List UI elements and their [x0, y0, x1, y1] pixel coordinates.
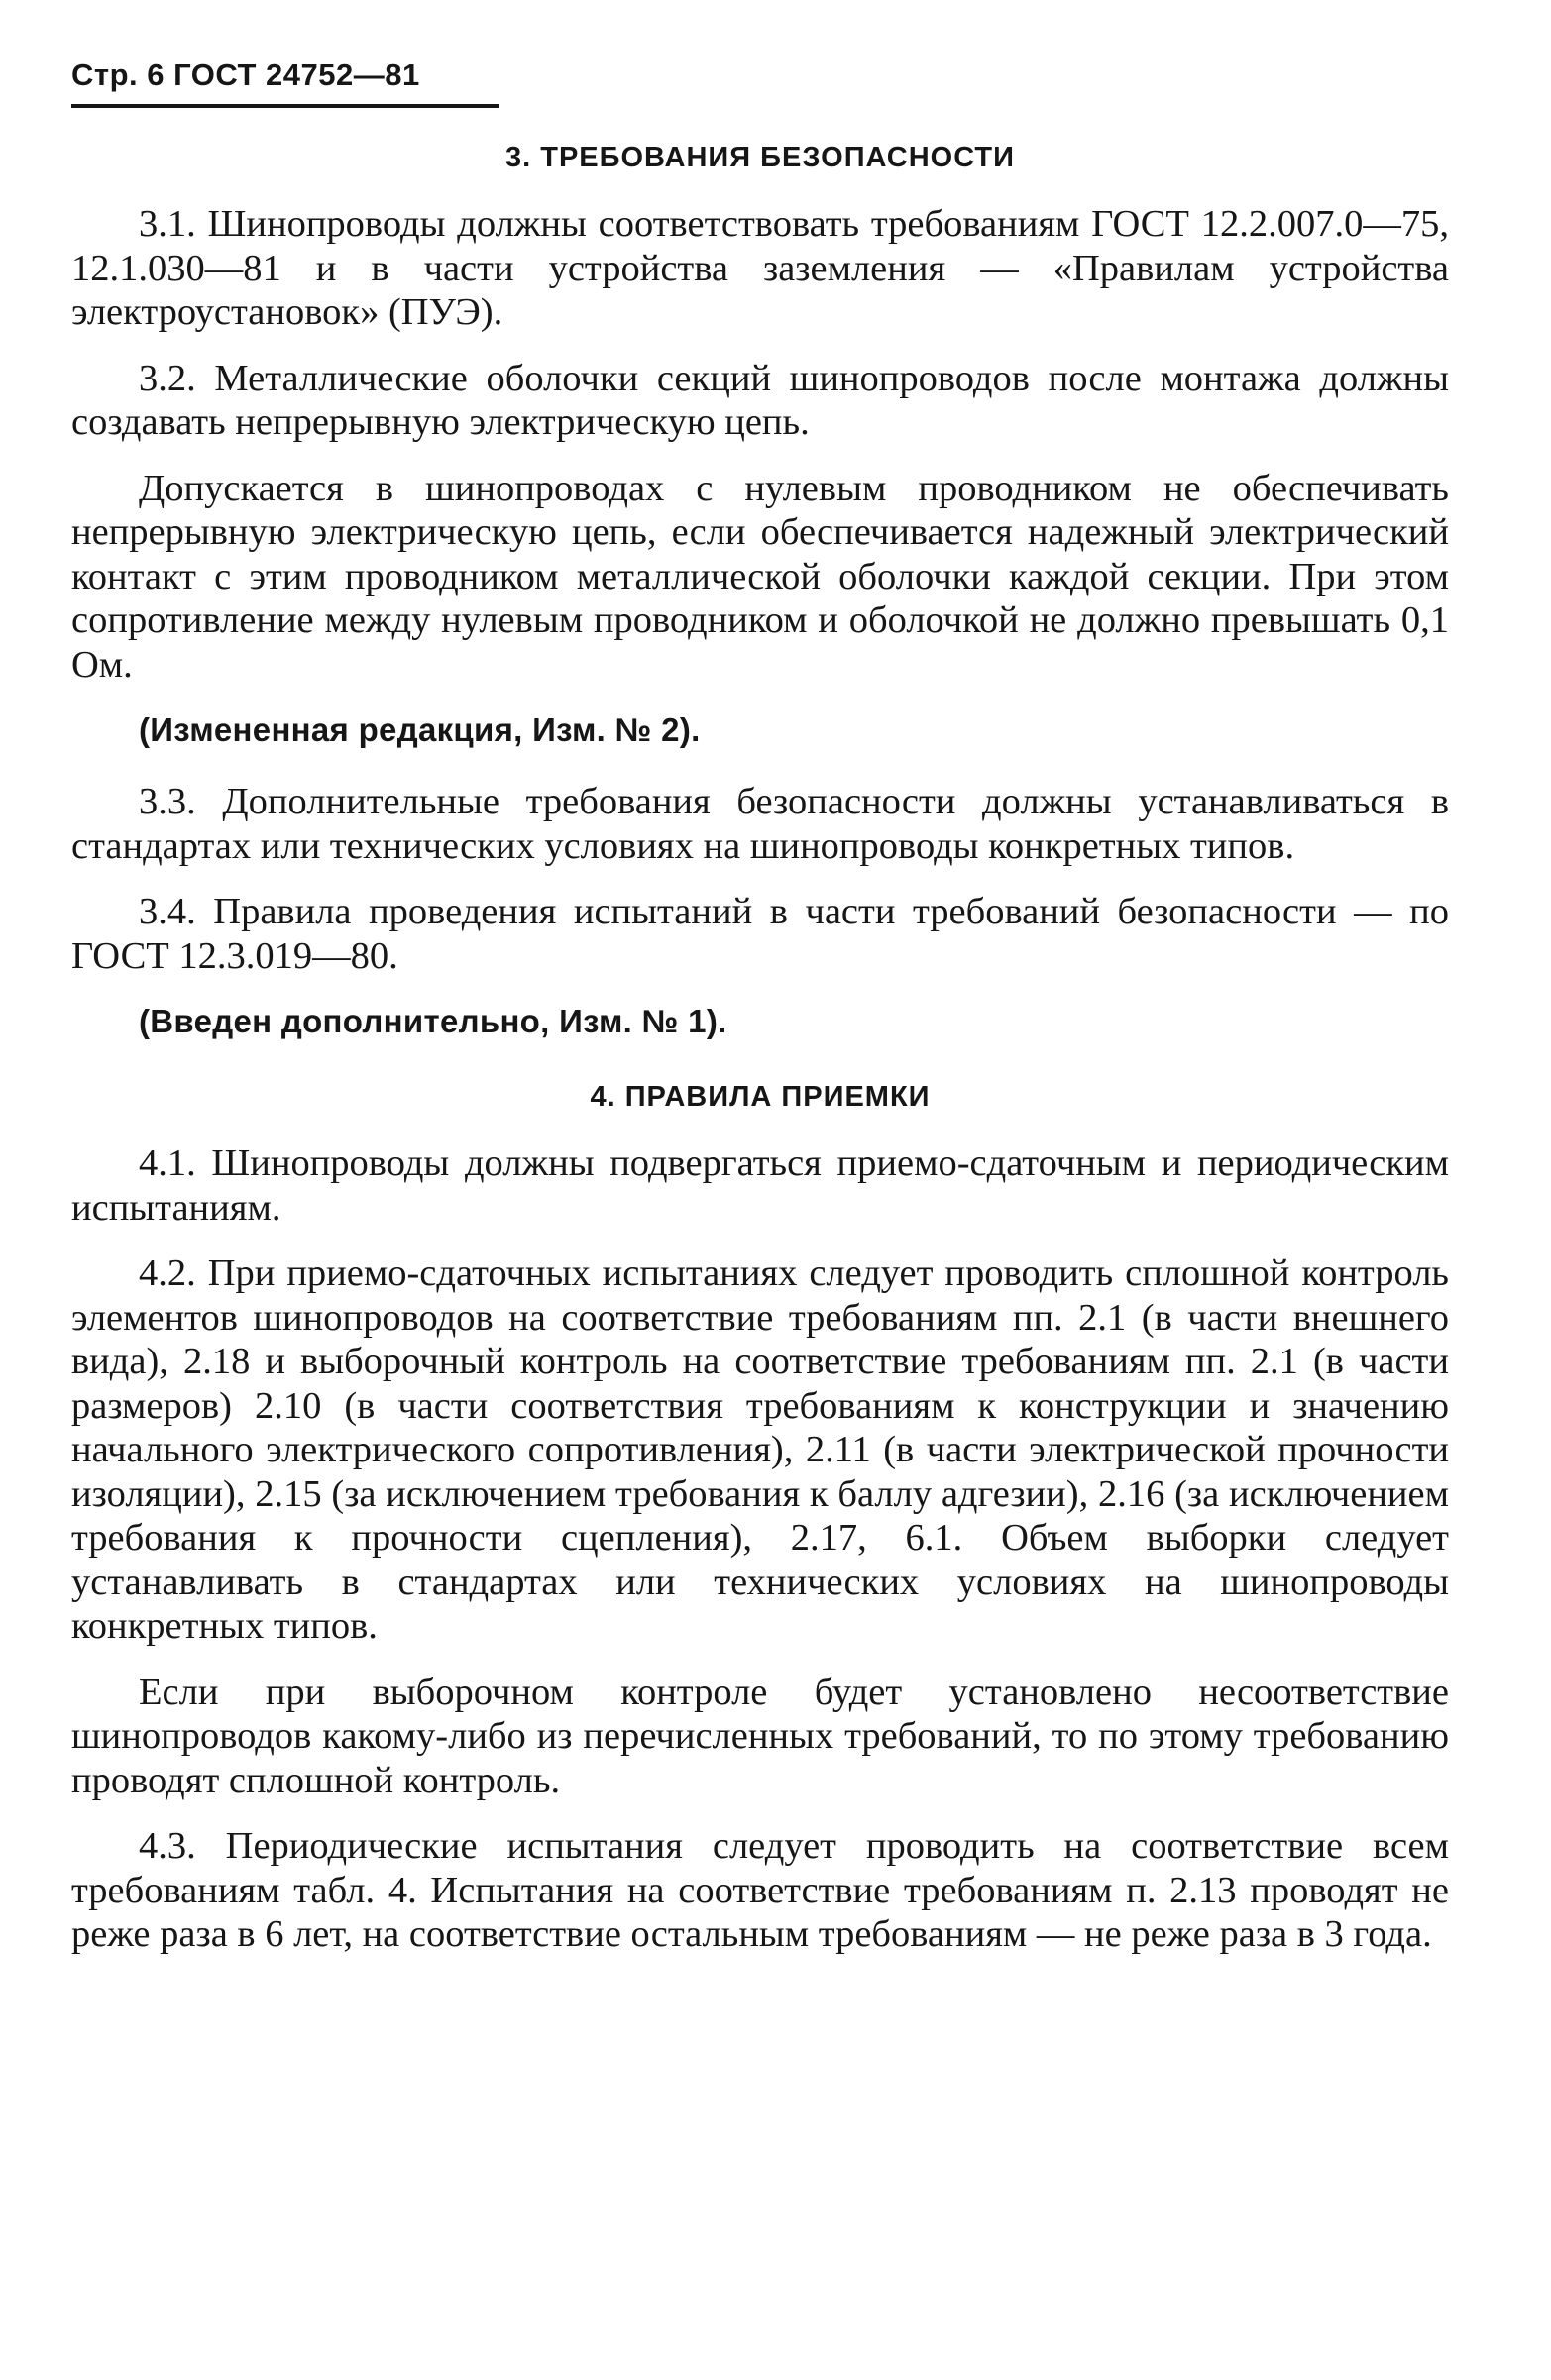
section-3-title: 3. ТРЕБОВАНИЯ БЕЗОПАСНОСТИ [505, 142, 1015, 173]
paragraph-3-1: 3.1. Шинопроводы должны соответствовать требованиям ГОСТ 12.2.007.0—75, 12.1.030—81 и в части устройства заземления — «Правилам устройства электроустановок» (ПУЭ). [71, 203, 1449, 333]
section-4-title: 4. ПРАВИЛА ПРИЕМКИ [590, 1081, 931, 1113]
paragraph-4-2: 4.2. При приемо-сдаточных испытаниях следует проводить сплошной контроль элементов шинопроводов на соответствие требованиям пп. 2.1 (в части внешнего вида), 2.18 и выборочный контроль на соответствие требованиям пп. 2.1 (в части размеров) 2.10 (в части соответствия требованиям к конструкции и значению начального электрического сопротивления), 2.11 (в части электрической прочности изоляции), 2.15 (за исключением требования к баллу адгезии), 2.16 (за исключением требования к прочности сцепления), 2.17, 6.1. Объем выборки следует устанавливать в стандартах или технических условиях на шинопроводы конкретных типов. [71, 1252, 1449, 1647]
amendment-note-changed: (Измененная редакция, Изм. № 2). [139, 711, 701, 748]
running-head: Стр. 6 ГОСТ 24752—81 [71, 59, 499, 108]
paragraph-3-2: 3.2. Металлические оболочки секций шинопроводов после монтажа должны создавать непрерывную электрическую цепь. [71, 357, 1449, 443]
document-page [71, 59, 1449, 1979]
amendment-note-added: (Введен дополнительно, Изм. № 1). [139, 1003, 727, 1039]
paragraph-4-1: 4.1. Шинопроводы должны подвергаться приемо-сдаточным и периодическим испытаниям. [71, 1142, 1449, 1229]
paragraph-3-3: 3.3. Дополнительные требования безопасности должны устанавливаться в стандартах или технических условиях на шинопроводы конкретных типов. [71, 781, 1449, 867]
paragraph-4-3: 4.3. Периодические испытания следует проводить на соответствие всем требованиям табл. 4. Испытания на соответствие требованиям п. 2.13 проводят не реже раза в 6 лет, на соответствие остальным требованиям — не реже раза в 3 года. [71, 1825, 1449, 1955]
paragraph-4-2-sampling: Если при выборочном контроле будет установлено несоответствие шинопроводов какому-либо из перечисленных требований, то по этому требованию проводят сплошной контроль. [71, 1671, 1449, 1801]
paragraph-3-2-allowance: Допускается в шинопроводах с нулевым проводником не обеспечивать непрерывную электрическую цепь, если обеспечивается надежный электрический контакт с этим проводником металлической оболочки каждой секции. При этом сопротивление между нулевым проводником и оболочкой не должно превышать 0,1 Ом. [71, 467, 1449, 686]
paragraph-3-4: 3.4. Правила проведения испытаний в части требований безопасности — по ГОСТ 12.3.019—80. [71, 891, 1449, 977]
